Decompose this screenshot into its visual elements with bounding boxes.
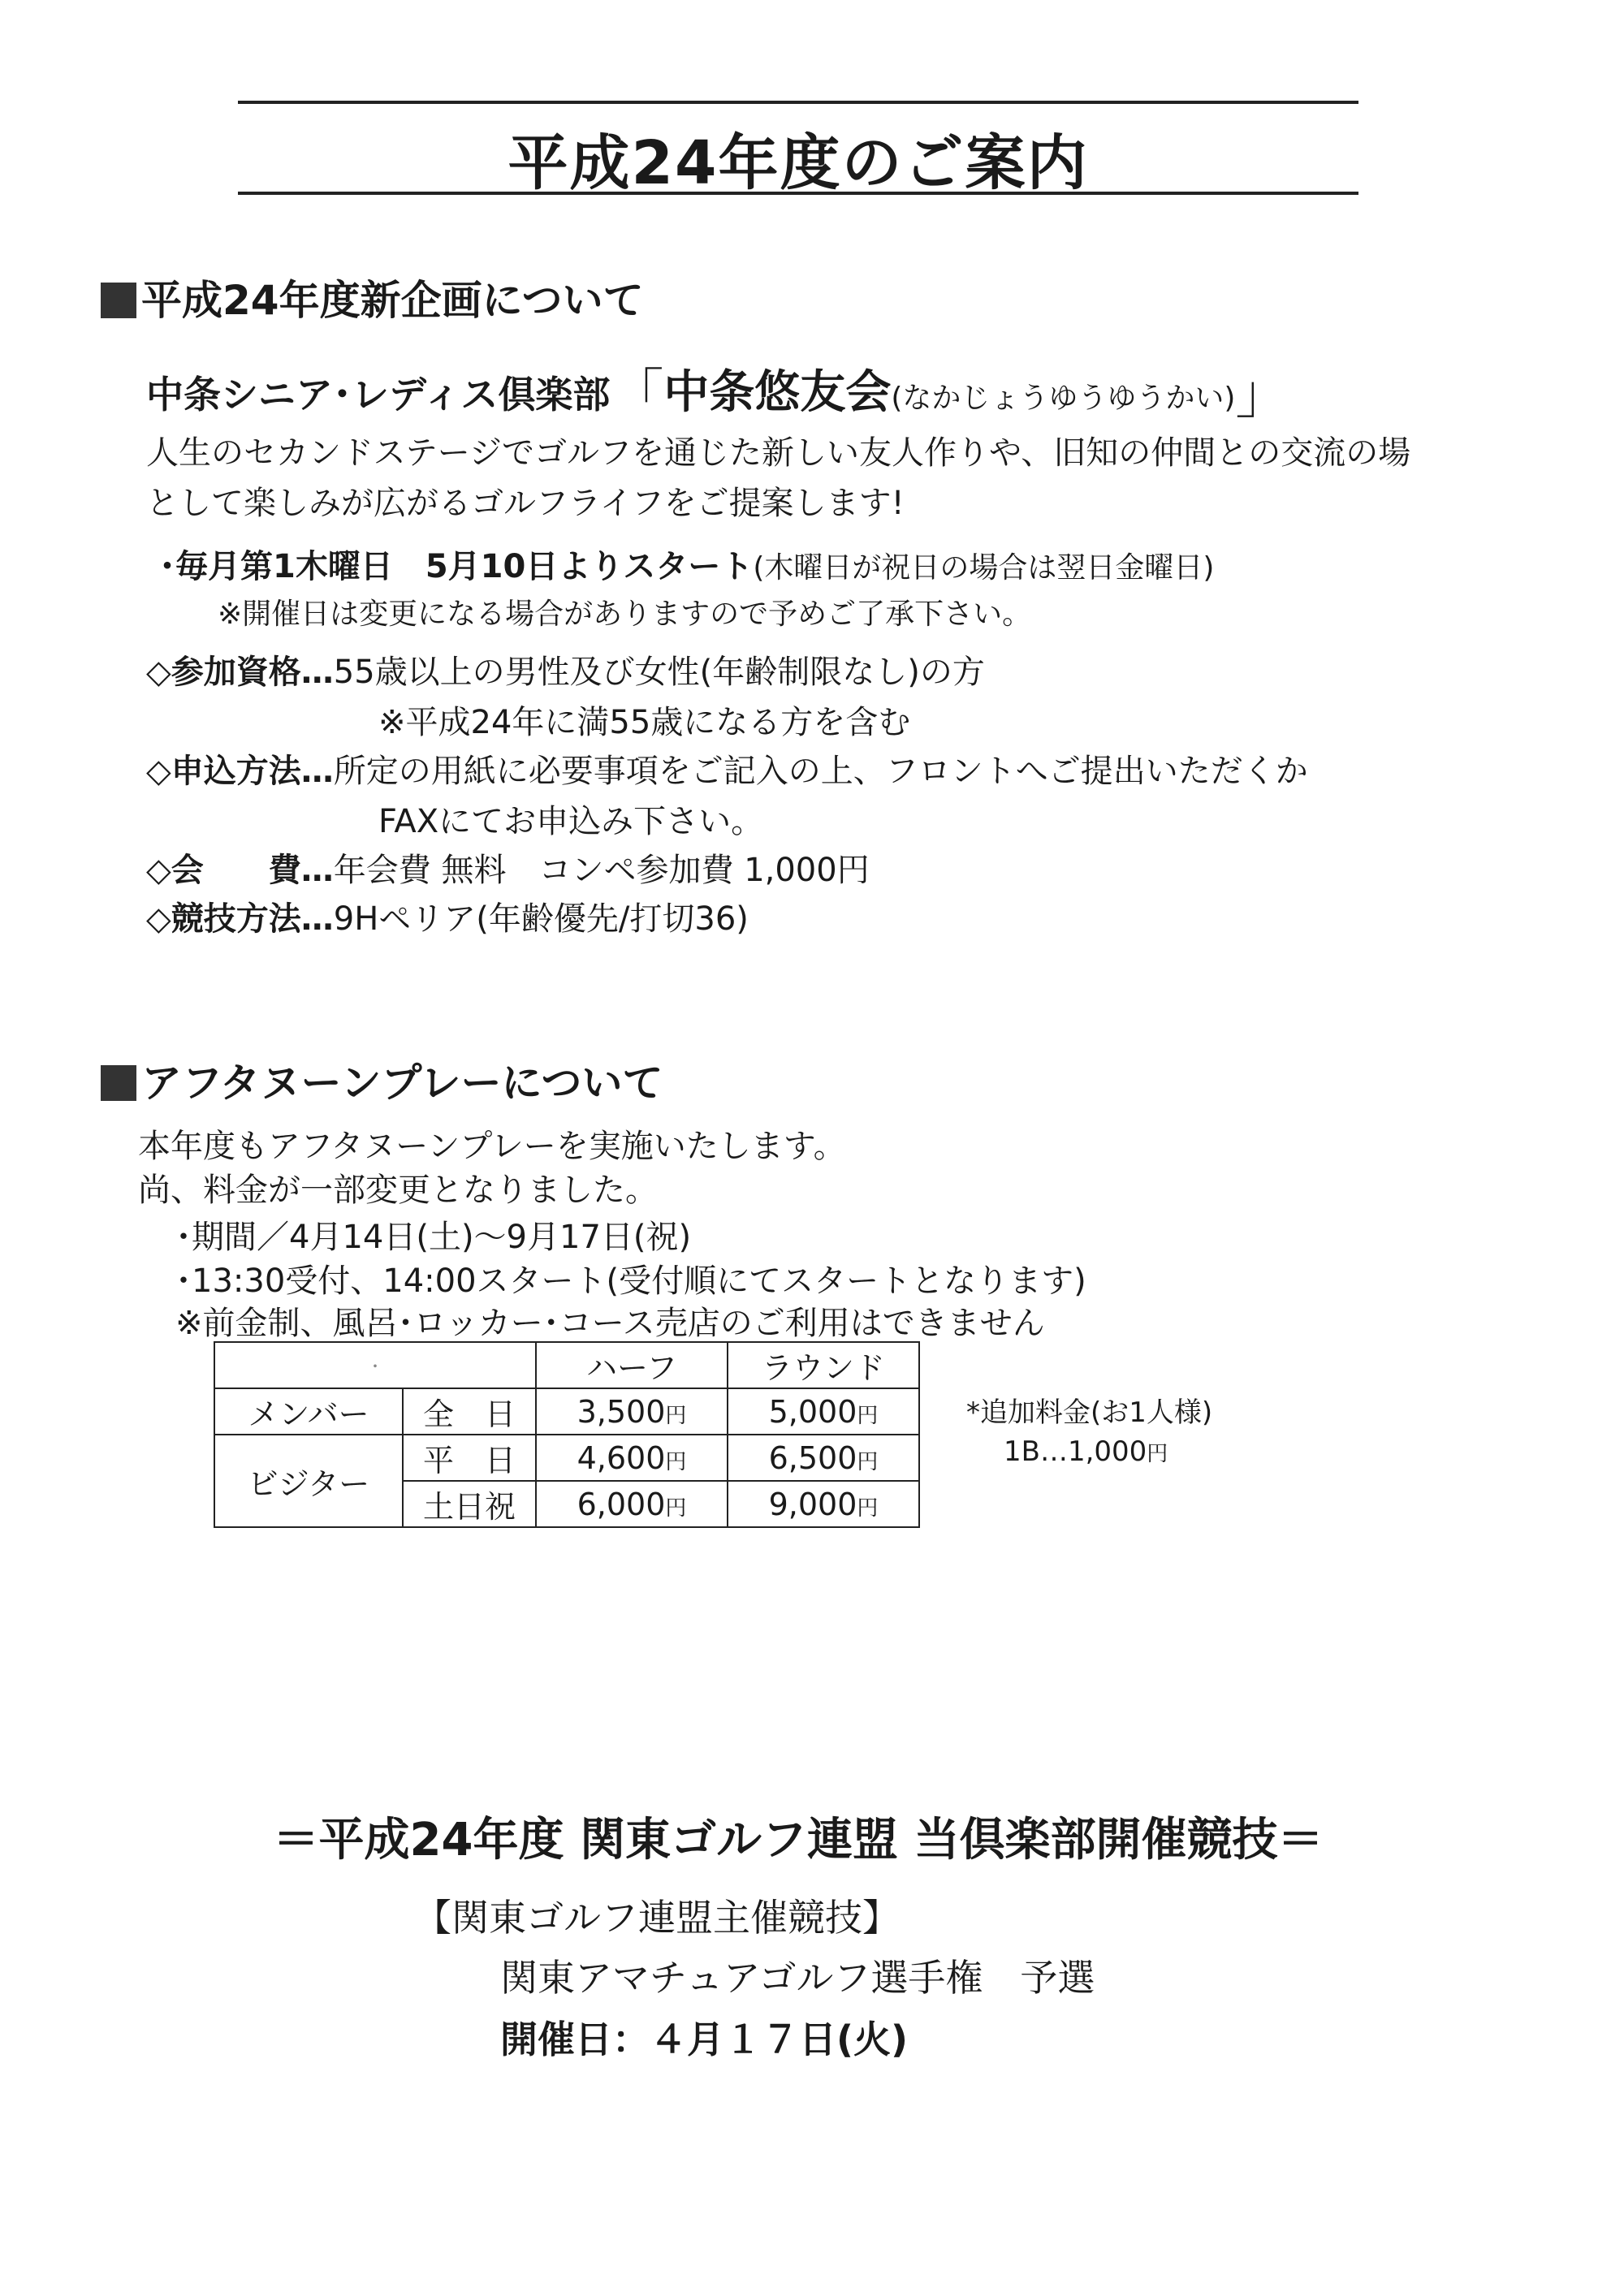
club-name: 中条悠友会 <box>663 366 892 419</box>
section2-heading <box>101 1051 663 1109</box>
item-text: 所定の用紙に必要事項をご記入の上、フロントへご提出いただくか <box>333 753 1308 790</box>
yen-unit: 円 <box>857 1495 879 1521</box>
kanto-date: 開催日：４月１７日(火) <box>500 2018 909 2061</box>
schedule-note: ※開催日は変更になる場合がありますので予めご了承下さい。 <box>218 598 1032 631</box>
item-text: 55歳以上の男性及び女性(年齢制限なし)の方 <box>333 654 985 691</box>
header-round: ラウンド <box>728 1342 919 1388</box>
table-row <box>214 1342 919 1388</box>
yen-unit: 円 <box>857 1449 879 1474</box>
square-bullet-icon <box>101 283 136 318</box>
visitor-weekend-round-price <box>728 1481 919 1527</box>
price-value: 6,500 <box>768 1439 857 1476</box>
afternoon-time: ･13:30受付、14:00スタート(受付順にてスタートとなります) <box>175 1262 1086 1300</box>
section1-heading-text: 平成24年度新企画について <box>141 277 644 324</box>
page-title: 平成24年度のご案内 <box>508 128 1089 198</box>
member-half-price <box>536 1388 728 1435</box>
item-label: ◇競技方法… <box>146 900 334 938</box>
item-fee <box>146 844 870 891</box>
yen-unit: 円 <box>857 1403 879 1428</box>
afternoon-period: ･期間／4月14日(土)～9月17日(祝) <box>175 1219 692 1256</box>
visitor-weekday-round-price <box>728 1435 919 1481</box>
afternoon-line-1: 本年度もアフタヌーンプレーを実施いたします。 <box>138 1128 846 1165</box>
section1-heading <box>101 268 644 326</box>
schedule-line <box>159 541 1214 587</box>
visitor-label: ビジター <box>214 1435 403 1527</box>
afternoon-note: ※前金制、風呂･ロッカー･コース売店のご利用はできません <box>175 1305 1045 1342</box>
yen-unit: 円 <box>665 1495 687 1521</box>
afternoon-line-2: 尚、料金が一部変更となりました。 <box>138 1172 658 1209</box>
visitor-weekday-half-price <box>536 1435 728 1481</box>
schedule-main: ･毎月第1木曜日 5月10日よりスタート <box>159 548 754 585</box>
item-eligibility-sub: ※平成24年に満55歳になる方を含む <box>378 704 911 741</box>
item-application-sub: FAXにてお申込み下さい。 <box>378 803 764 840</box>
yen-unit: 円 <box>1147 1442 1168 1466</box>
item-eligibility <box>146 646 985 693</box>
member-day: 全 日 <box>403 1388 536 1435</box>
table-header-blank: ・ <box>214 1342 536 1388</box>
bracket-close: 」 <box>1235 363 1289 425</box>
item-text: 年会費 無料 コンペ参加費 1,000円 <box>333 852 870 889</box>
price-value: 3,500 <box>577 1393 666 1430</box>
title-top-rule <box>238 101 1358 104</box>
table-row <box>214 1435 919 1481</box>
item-label: ◇会 費… <box>146 852 334 889</box>
member-round-price <box>728 1388 919 1435</box>
section2-heading-text: アフタヌーンプレーについて <box>141 1060 663 1107</box>
square-bullet-icon <box>101 1065 136 1101</box>
club-reading: (なかじょうゆうゆうかい) <box>891 382 1236 415</box>
fee-table <box>214 1341 920 1528</box>
item-label: ◇参加資格… <box>146 654 334 691</box>
price-value: 6,000 <box>577 1486 666 1522</box>
schedule-paren: (木曜日が祝日の場合は翌日金曜日) <box>753 551 1215 585</box>
intro-line-1: 人生のセカンドステージでゴルフを通じた新しい友人作りや、旧知の仲間との交流の場 <box>146 434 1411 472</box>
kanto-sub-heading: 【関東ゴルフ連盟主催競技】 <box>414 1896 900 1940</box>
bracket-open: 「 <box>610 363 664 425</box>
intro-line-2: として楽しみが広がるゴルフライフをご提案します! <box>146 485 905 522</box>
table-row <box>214 1388 919 1435</box>
header-half: ハーフ <box>536 1342 728 1388</box>
item-label: ◇申込方法… <box>146 753 334 790</box>
extra-fee-title: *追加料金(お1人様) <box>966 1396 1213 1429</box>
price-value: 4,600 <box>577 1439 666 1476</box>
price-value: 5,000 <box>768 1393 857 1430</box>
kanto-event: 関東アマチュアゴルフ選手権 予選 <box>500 1956 1095 2000</box>
extra-fee-value <box>1004 1435 1168 1468</box>
kanto-heading: ＝平成24年度 関東ゴルフ連盟 当倶楽部開催競技＝ <box>273 1814 1324 1867</box>
extra-fee-amount: 1B…1,000 <box>1004 1435 1147 1468</box>
visitor-weekday: 平 日 <box>403 1435 536 1481</box>
yen-unit: 円 <box>665 1449 687 1474</box>
visitor-weekend: 土日祝 <box>403 1481 536 1527</box>
item-format <box>146 893 749 939</box>
visitor-weekend-half-price <box>536 1481 728 1527</box>
title-bottom-rule <box>238 192 1358 195</box>
price-value: 9,000 <box>768 1486 857 1522</box>
member-label: メンバー <box>214 1388 403 1435</box>
club-title <box>146 351 1289 428</box>
yen-unit: 円 <box>665 1403 687 1428</box>
item-application <box>146 745 1308 792</box>
club-prefix: 中条シニア･レディス倶楽部 <box>146 373 611 416</box>
item-text: 9Hペリア(年齢優先/打切36) <box>333 900 749 938</box>
